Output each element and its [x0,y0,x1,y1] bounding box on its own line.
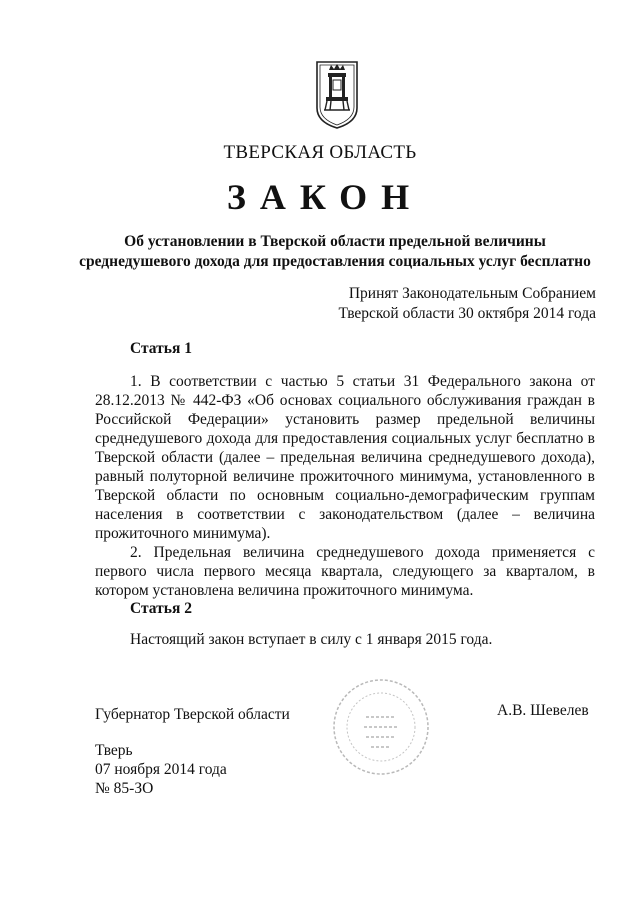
article-2-heading: Статья 2 [130,600,192,617]
adoption-line-2: Тверской области 30 октября 2014 года [338,305,596,322]
subtitle-line-2: среднедушевого дохода для предоставления социальных услуг бесплатно [79,253,591,270]
coat-of-arms-icon [315,60,359,130]
document-title: ЗАКОН [226,177,424,217]
article-2-paragraph-1: Настоящий закон вступает в силу с 1 января 2015 года. [130,631,493,648]
adoption-note [339,284,597,324]
signatory-name: А.В. Шевелев [497,702,589,719]
subtitle-line-1: Об установлении в Тверской области предельной величины [124,233,546,250]
official-seal-icon [331,677,431,777]
law-subtitle [60,232,610,272]
sign-city: Тверь [95,742,133,759]
sign-date: 07 ноября 2014 года [95,761,227,778]
region-name: ТВЕРСКАЯ ОБЛАСТЬ [223,142,417,163]
signatory-position: Губернатор Тверской области [95,706,290,723]
law-number: № 85-ЗО [95,780,154,797]
article-1-heading: Статья 1 [130,340,192,357]
article-1-body [95,372,595,600]
article-1-paragraph-2: 2. Предельная величина среднедушевого дохода применяется с первого числа первого месяца квартала, следующего за кварталом, в котором установлена величина прожиточного минимума. [95,544,595,599]
adoption-line-1: Принят Законодательным Собранием [348,285,596,302]
article-1-paragraph-1: 1. В соответствии с частью 5 статьи 31 Федерального закона от 28.12.2013 № 442-ФЗ «Об основах социального обслуживания граждан в Российской Федерации» установить размер предельной величины среднедушевого дохода для предоставления социальных услуг бесплатно в Тверской области (далее – предельная величина среднедушевого дохода), равный полуторной величине прожиточного минимума, установленного в Тверской области по основным социально-демографическим группам населения в соответствии с законодательством (далее – величина прожиточного минимума). [95,373,595,542]
article-2-body [95,630,595,649]
